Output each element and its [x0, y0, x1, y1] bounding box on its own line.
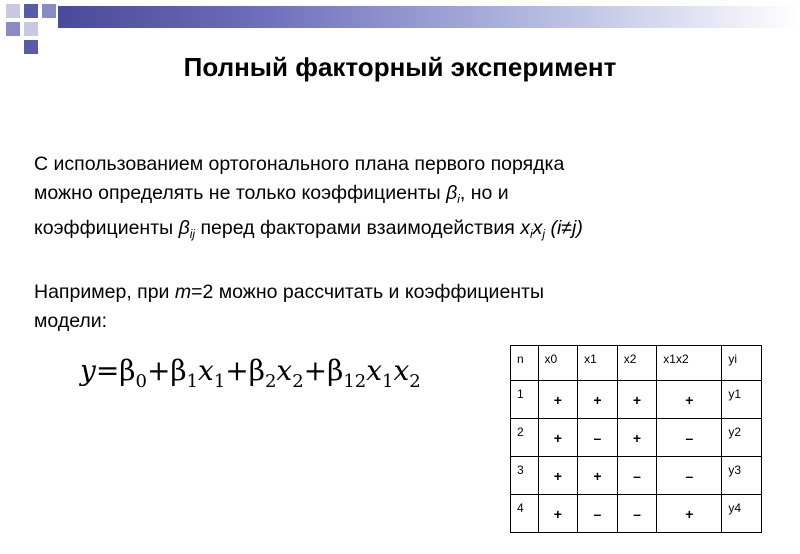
beta-i-sub: i [457, 192, 460, 206]
table-row [511, 495, 762, 533]
formula-plus1: + [146, 354, 171, 387]
p1-line3 [34, 214, 774, 249]
table-header-row [511, 346, 762, 381]
formula-s0: 0 [135, 371, 147, 392]
p1-line1: С использованием ортогонального плана первого порядка [34, 153, 565, 175]
x-j-sub: j [542, 227, 546, 241]
col-header-yi: yi [722, 346, 762, 381]
header-square-1 [6, 4, 20, 18]
header-bar [58, 6, 800, 28]
cell-x0: + [538, 419, 578, 457]
table-row [511, 381, 762, 419]
formula-x2b: x [393, 354, 410, 387]
formula-x1b-sub: 1 [382, 371, 394, 392]
p1-line2 [34, 179, 774, 214]
cell-x2: – [617, 495, 657, 533]
formula-x2b-sub: 2 [409, 371, 421, 392]
cell-x1: + [578, 381, 618, 419]
formula-b2-sub: 2 [264, 371, 277, 392]
cell-x0: + [538, 495, 578, 533]
beta-ij: β [178, 217, 190, 239]
formula-b1: β [170, 354, 187, 387]
header-square-4 [6, 22, 20, 36]
formula-b0: β [119, 354, 136, 387]
p1-line3-text: коэффициенты [34, 217, 179, 239]
col-header-n: n [511, 346, 539, 381]
cell-yi: y2 [722, 419, 762, 457]
p2-line1-a: Например, при [34, 281, 175, 303]
cell-x1: – [578, 419, 618, 457]
x-i-sub: i [529, 227, 533, 241]
formula-b12-sub: 12 [343, 371, 367, 392]
condition: (i≠j) [545, 217, 583, 239]
formula-b2: β [248, 354, 265, 387]
x-j: x [532, 217, 543, 239]
cell-yi: y4 [722, 495, 762, 533]
slide-title: Полный факторный эксперимент [183, 52, 617, 82]
col-header-x0: x0 [538, 346, 578, 381]
cell-x1x2: – [657, 419, 722, 457]
cell-yi: y3 [722, 457, 762, 495]
beta-i: β [446, 182, 458, 204]
cell-x0: + [538, 457, 578, 495]
table-row [511, 419, 762, 457]
cell-n: 1 [511, 381, 539, 419]
paragraph-example [34, 278, 774, 336]
formula-x1b: x [366, 354, 383, 387]
m-var: m [174, 281, 192, 303]
cell-x1x2: + [657, 495, 722, 533]
formula-x2-sub: 2 [292, 371, 304, 392]
cell-x0: + [538, 381, 578, 419]
paragraph-orthogonal-plan [34, 150, 774, 249]
cell-x2: – [617, 457, 657, 495]
header-square-5 [24, 22, 38, 36]
col-header-x1x2: x1x2 [657, 346, 722, 381]
cell-x1x2: – [657, 457, 722, 495]
header-square-2 [24, 4, 38, 18]
p2-line2: модели: [34, 310, 108, 332]
col-header-x2: x2 [617, 346, 657, 381]
formula-b12: β [327, 354, 344, 387]
cell-n: 4 [511, 495, 539, 533]
p1-line3-mid: перед факторами взаимодействия [195, 217, 521, 239]
cell-x2: + [617, 419, 657, 457]
regression-formula [80, 354, 460, 404]
formula-y: y [80, 354, 96, 387]
formula-x2: x [276, 354, 293, 387]
formula-b1-sub: 1 [186, 371, 199, 392]
experiment-plan-table [510, 345, 762, 533]
header-square-3 [42, 4, 56, 18]
formula-x1: x [198, 354, 214, 387]
p1-line2-text: можно определять не только коэффициенты [34, 182, 447, 204]
cell-n: 2 [511, 419, 539, 457]
beta-ij-sub: ij [189, 227, 196, 241]
p2-line1-b: =2 можно рассчитать и коэффициенты [191, 281, 545, 303]
col-header-x1: x1 [578, 346, 618, 381]
formula-plus3: + [303, 354, 328, 387]
cell-x1x2: + [657, 381, 722, 419]
p2-line1 [34, 278, 774, 307]
formula-eq: = [95, 354, 120, 387]
table-row [511, 457, 762, 495]
cell-x1: + [578, 457, 618, 495]
x-i: x [520, 217, 530, 239]
cell-x1: – [578, 495, 618, 533]
cell-x2: + [617, 381, 657, 419]
p1-line2-end: , но и [459, 182, 509, 204]
formula-x1-sub: 1 [213, 371, 226, 392]
formula-plus2: + [225, 354, 249, 387]
cell-yi: y1 [722, 381, 762, 419]
cell-n: 3 [511, 457, 539, 495]
